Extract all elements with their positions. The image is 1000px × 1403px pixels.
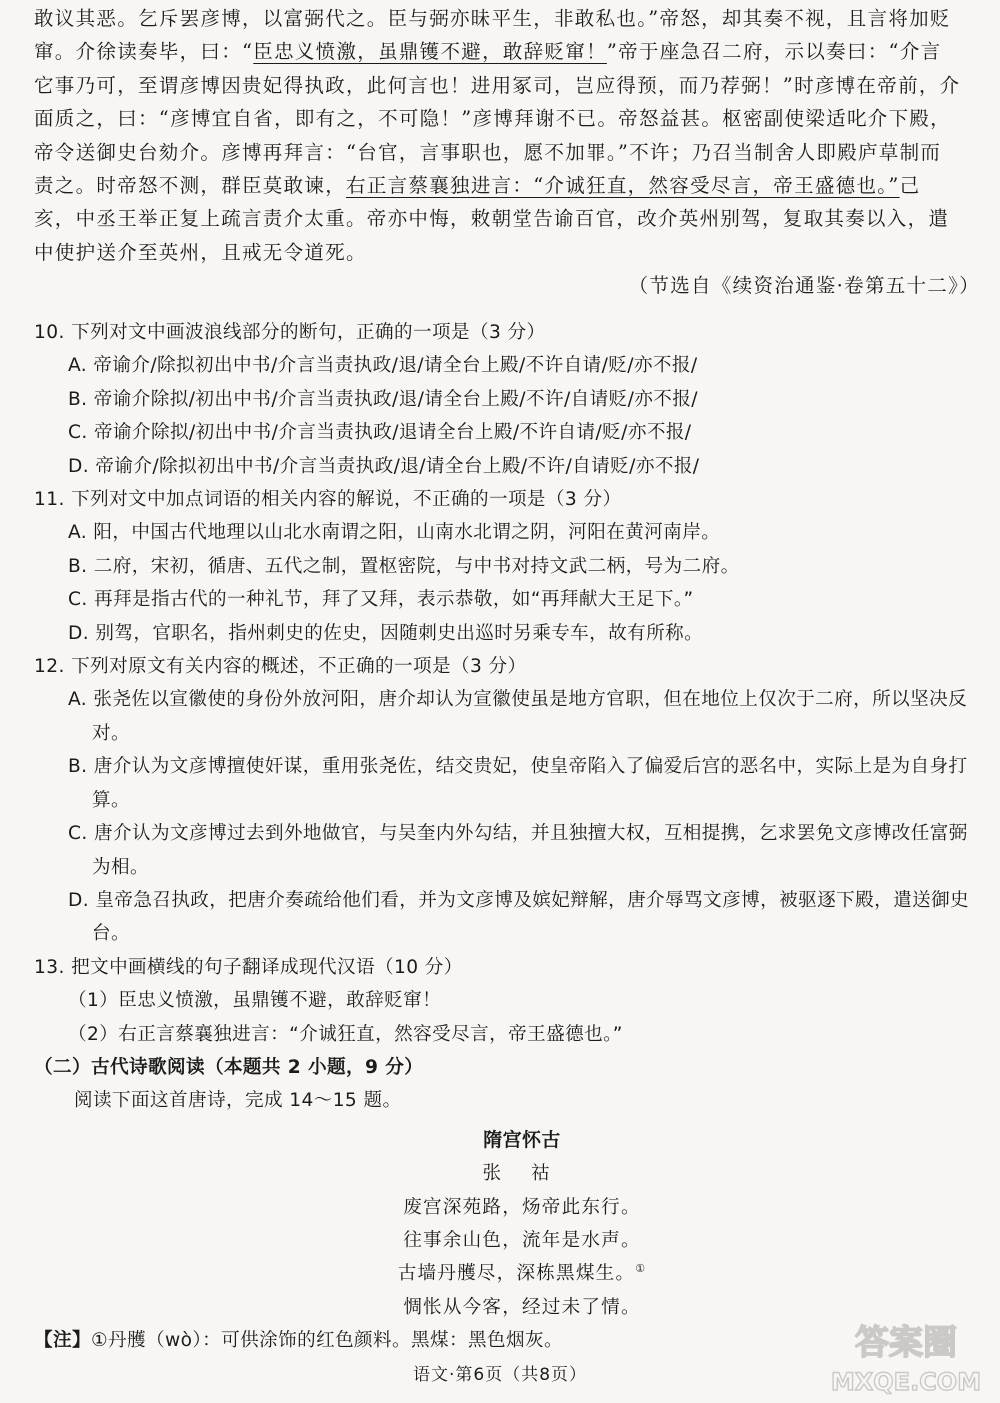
question-11-option-a: A. 阳，中国古代地理以山北水南谓之阳，山南水北谓之阴，河阳在黄河南岸。	[68, 522, 721, 544]
passage-line: 亥，中丞王举正复上疏言责介太重。帝亦中悔，敕朝堂告谕百官，改介英州别驾，复取其奏以入，遣	[34, 207, 950, 231]
poem-line: 往事余山色，流年是水声。	[403, 1229, 641, 1251]
question-10-option-b: B. 帝谕介除拟/初出中书/介言当责执政/退/请全台上殿/不许/自请贬/亦不报/	[68, 388, 698, 410]
section-heading: （二）古代诗歌阅读（本题共 2 小题，9 分）	[34, 1056, 424, 1078]
footnote-marker: ①	[635, 1262, 647, 1276]
question-12-option-c: C. 唐介认为文彦博过去到外地做官，与吴奎内外勾结，并且独擅大权，互相提携，乞求罢免文彦博改任富弼为相。	[68, 823, 968, 878]
passage-text: 己	[899, 174, 921, 198]
question-13-stem: 13. 把文中画横线的句子翻译成现代汉语（10 分）	[34, 956, 463, 978]
passage-text: 窜。介徐读奏毕，曰：“	[34, 40, 254, 64]
passage-text: 责之。时帝怒不测，群臣莫敢谏，	[34, 174, 347, 198]
question-12-option-d: D. 皇帝急召执政，把唐介奏疏给他们看，并为文彦博及嫔妃辩解，唐介辱骂文彦博，被驱逐下殿，遣送御史台。	[68, 889, 970, 945]
passage-line: 敢议其恶。乞斥罢彦博，以富弼代之。臣与弼亦昧平生，非敢私也。”帝怒，却其奏不视，且言将加贬	[34, 7, 951, 30]
questions-area	[34, 316, 980, 1358]
question-10-option-d: D. 帝谕介/除拟初出中书/介言当责执政/退/请全台上殿/不许/自请贬/亦不报/	[68, 455, 700, 477]
watermark-text-bottom: MXQE.COM	[830, 1368, 982, 1396]
question-10-stem: 10. 下列对文中画波浪线部分的断句，正确的一项是（3 分）	[34, 322, 546, 343]
question-11-option-d: D. 别驾，官职名，指州刺史的佐史，因随刺史出巡时另乘专车，故有所称。	[68, 622, 704, 644]
poem-line-text: 古墙丹雘尽，深栋黑煤生。	[397, 1263, 636, 1285]
note-text: ①丹雘（wò）：可供涂饰的红色颜料。黑煤：黑色烟灰。	[90, 1330, 563, 1352]
underlined-sentence-2: 右正言蔡襄独进言：“介诚狂直，然容受尽言，帝王盛德也。”	[346, 174, 900, 198]
underlined-sentence-1: 臣忠义愤激，虽鼎镬不避，敢辞贬窜！	[253, 40, 607, 64]
question-11-stem: 11. 下列对文中加点词语的相关内容的解说，不正确的一项是（3 分）	[34, 489, 622, 511]
poem-author: 张 祜	[482, 1163, 562, 1185]
passage-text: ”帝于座急召二府，示以奏曰：“介言	[606, 40, 942, 64]
question-10-option-a: A. 帝谕介/除拟初出中书/介言当责执政/退/请全台上殿/不许自请/贬/亦不报/	[68, 355, 698, 377]
question-11-option-c: C. 再拜是指古代的一种礼节，拜了又拜，表示恭敬，如“再拜献大王足下。”	[68, 589, 694, 611]
poem-line	[64, 1257, 980, 1290]
question-12-stem: 12. 下列对原文有关内容的概述，不正确的一项是（3 分）	[34, 656, 527, 678]
classical-passage	[34, 2, 980, 303]
poem-line: 惆怅从今客，经过未了情。	[403, 1296, 641, 1318]
poem-title: 隋宫怀古	[483, 1128, 561, 1151]
passage-line: 中使护送介至英州，且戒无令道死。	[34, 240, 367, 264]
question-13-sentence-1: （1）臣忠义愤激，虽鼎镬不避，敢辞贬窜！	[68, 990, 442, 1012]
passage-line	[34, 169, 980, 202]
question-13-sentence-2: （2）右正言蔡襄独进言：“介诚狂直，然容受尽言，帝王盛德也。”	[68, 1023, 623, 1045]
passage-line: 面质之，曰：“彦博宜自省，即有之，不可隐！”彦博拜谢不已。帝怒益甚。枢密副使梁适叱介下殿，	[34, 107, 951, 131]
poem	[34, 1124, 980, 1324]
question-10-option-c: C. 帝谕介除拟/初出中书/介言当责执政/退请全台上殿/不许自请/贬/亦不报/	[68, 422, 692, 444]
note-label: 【注】	[34, 1330, 91, 1352]
passage-source: （节选自《续资治通鉴·卷第五十二》）	[628, 274, 980, 298]
question-12-option-b: B. 唐介认为文彦博擅使奸谋，重用张尧佐，结交贵妃，使皇帝陷入了偏爱后宫的恶名中，实际上是为自身打算。	[68, 756, 968, 811]
section-instruction: 阅读下面这首唐诗，完成 14～15 题。	[74, 1090, 402, 1112]
passage-line	[34, 35, 980, 68]
poem-line: 废宫深苑路，炀帝此东行。	[403, 1196, 641, 1218]
watermark-logo	[820, 1312, 992, 1398]
watermark-text-top: 答案圈	[855, 1323, 957, 1363]
question-12-option-a: A. 张尧佐以宣徽使的身份外放河阳，唐介却认为宣徽使虽是地方官职，但在地位上仅次于二府，所以坚决反对。	[68, 689, 968, 744]
passage-line: 它事乃可，至谓彦博因贵妃得执政，此何言也！进用冢司，岂应得预，而乃荐弼！”时彦博在帝前，介	[34, 73, 961, 97]
passage-line: 帝令送御史台劾介。彦博再拜言：“台官，言事职也，愿不加罪。”不许；乃召当制舍人即殿庐草制而	[34, 140, 942, 164]
page-footer: 语文·第6页（共8页）	[412, 1365, 588, 1385]
question-11-option-b: B. 二府，宋初，循唐、五代之制，置枢密院，与中书对持文武二柄，号为二府。	[68, 555, 740, 577]
